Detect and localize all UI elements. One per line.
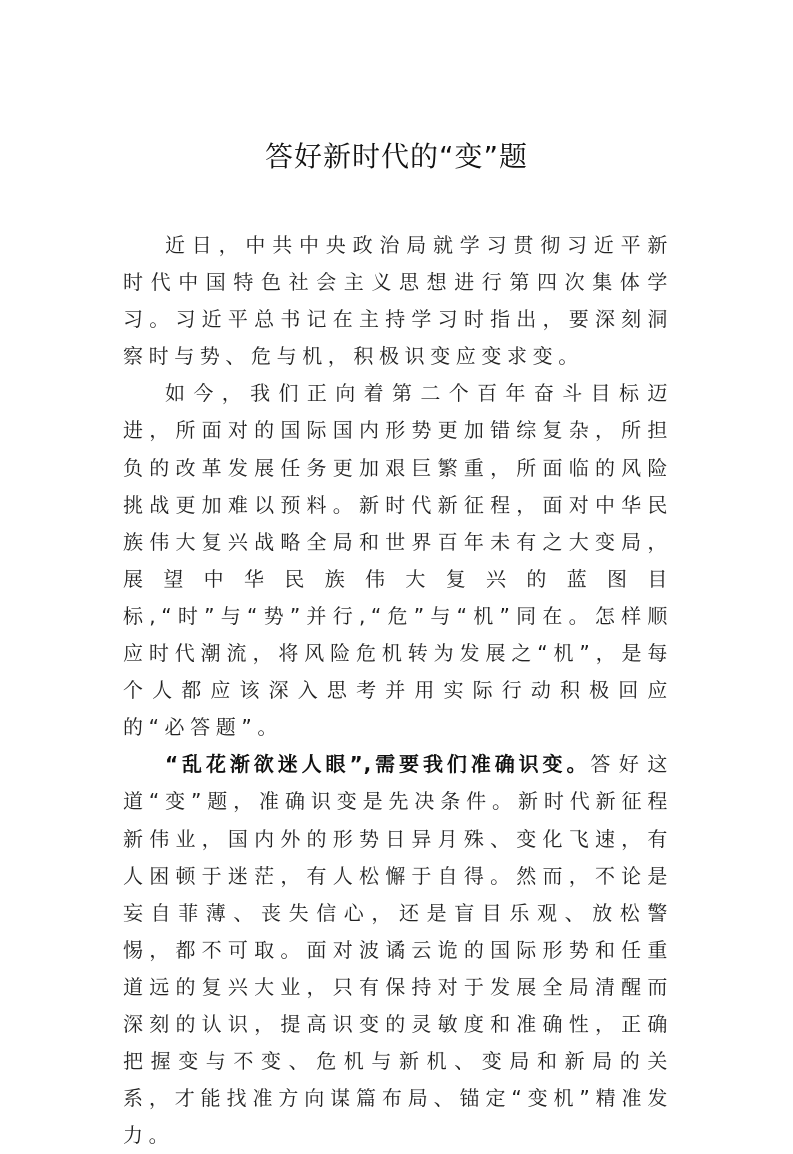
paragraph-3-lead-heading: “乱花渐欲迷人眼”,需要我们准确识变。 <box>165 752 591 777</box>
paragraph-1 <box>123 227 673 375</box>
paragraph-3 <box>123 746 673 1154</box>
paragraph-3-text: 答好这道“变”题，准确识变是先决条件。新时代新征程新伟业，国内外的形势日异月殊、变化飞速，有人困顿于迷茫，有人松懈于自得。然而，不论是妄自菲薄、丧失信心，还是盲目乐观、放松警惕，都不可取。面对波谲云诡的国际形势和任重道远的复兴大业，只有保持对于发展全局清醒而深刻的认识，提高识变的灵敏度和准确性，正确把握变与不变、危机与新机、变局和新局的关系，才能找准方向谋篇布局、锚定“变机”精准发力。 <box>123 752 673 1148</box>
paragraph-2 <box>123 375 673 746</box>
paragraph-1-text: 近日，中共中央政治局就学习贯彻习近平新时代中国特色社会主义思想进行第四次集体学习。习近平总书记在主持学习时指出，要深刻洞察时与势、危与机，积极识变应变求变。 <box>123 233 673 369</box>
document-title: 答好新时代的“变”题 <box>264 140 528 173</box>
document-body <box>123 227 673 1154</box>
paragraph-2-text: 如今，我们正向着第二个百年奋斗目标迈进，所面对的国际国内形势更加错综复杂，所担负的改革发展任务更加艰巨繁重，所面临的风险挑战更加难以预料。新时代新征程，面对中华民族伟大复兴战略全局和世界百年未有之大变局，展望中华民族伟大复兴的蓝图目标,“时”与“势”并行,“危”与“机”同在。怎样顺应时代潮流，将风险危机转为发展之“机”，是每个人都应该深入思考并用实际行动积极回应的“必答题”。 <box>123 381 673 740</box>
